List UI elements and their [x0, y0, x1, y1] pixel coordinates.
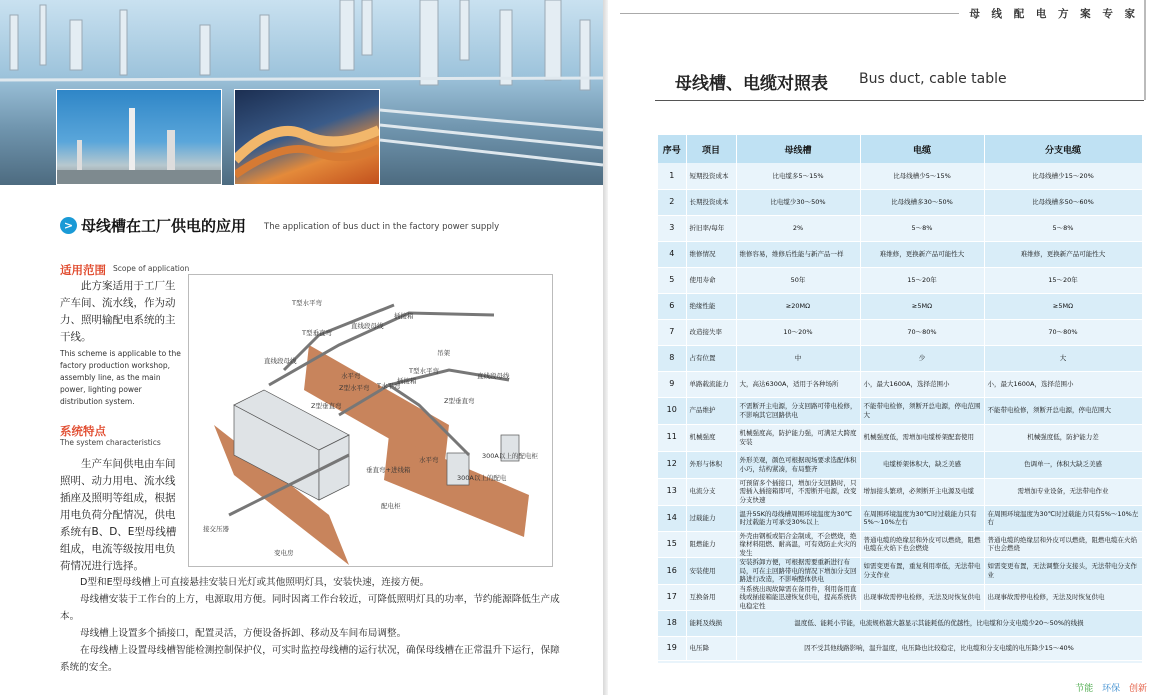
table-cell: 在周围环境温度为30℃时过载能力只有5%～10%左右: [984, 505, 1142, 531]
table-cell: 难维修，更换新产品可能性大: [984, 241, 1142, 267]
scope-heading-en: Scope of application: [113, 264, 190, 273]
features-heading-en: The system characteristics: [60, 438, 161, 447]
table-row: [658, 241, 1142, 267]
table-cell: 折旧率/每年: [686, 215, 736, 241]
label-straight-2: 直线段母线: [264, 357, 297, 365]
label-straight-3: 直线段母线: [477, 372, 510, 380]
table-cell: 大，高达6300A，适用于各种场所: [736, 371, 860, 397]
table-cell: 不能带电检修，须断开总电源，停电范围大: [984, 397, 1142, 424]
table-cell: 电压降: [686, 637, 736, 661]
table-cell: 机械强度低，需增加电缆桥架配套使用: [860, 424, 984, 451]
table-row: [658, 163, 1142, 189]
table-cell: 5～8%: [860, 215, 984, 241]
table-cell: 6: [658, 293, 686, 319]
table-cell: 短期投资成本: [686, 163, 736, 189]
table-cell: 比电缆多5～15%: [736, 163, 860, 189]
table-cell: 4: [658, 241, 686, 267]
table-cell: ≥5MΩ: [984, 293, 1142, 319]
table-cell: 少: [860, 345, 984, 371]
table-cell: 70～80%: [860, 319, 984, 345]
table-cell: 外壳由钢板或铝合金制成，不会燃烧，绝缘材料阻燃、耐高温，可有效防止火灾的发生: [736, 531, 860, 558]
features-heading: 系统特点: [60, 424, 106, 438]
table-row: [658, 345, 1142, 371]
table-header-row: [658, 135, 1142, 163]
table-row: [658, 319, 1142, 345]
table-row: [658, 505, 1142, 531]
label-above-300a-2: 300A以上的配电: [457, 474, 507, 482]
table-cell: 9: [658, 371, 686, 397]
table-cell: 单路载流能力: [686, 371, 736, 397]
table-cell: 占有位置: [686, 345, 736, 371]
table-cell: 10～20%: [736, 319, 860, 345]
table-cell: 增加接头繁琐，必须断开主电源及电缆: [860, 478, 984, 505]
footer-slogan: [1069, 681, 1147, 694]
table-cell: 如需变更布置，重复利用率低，无法带电分支作业: [860, 558, 984, 585]
table-cell: 互换备用: [686, 584, 736, 611]
table-cell: 大: [984, 345, 1142, 371]
table-cell: 外形与体积: [686, 451, 736, 478]
table-cell: 15～20年: [860, 267, 984, 293]
table-row: [658, 611, 1142, 637]
table-row: [658, 478, 1142, 505]
table-cell: 安装使用: [686, 558, 736, 585]
table-cell: 使用寿命: [686, 267, 736, 293]
table-cell: 7: [658, 319, 686, 345]
table-row: [658, 531, 1142, 558]
table-cell: 色调单一，体积大缺乏美感: [984, 451, 1142, 478]
title-rule: [655, 100, 1144, 101]
table-cell: 温升55K的母线槽周围环境温度为30℃时过载能力可承受30%以上: [736, 505, 860, 531]
table-row: [658, 397, 1142, 424]
table-cell: 产品维护: [686, 397, 736, 424]
table-cell: 比母线槽少5～15%: [860, 163, 984, 189]
features-text-cn: 生产车间供电由车间照明、动力用电、流水线插座及照明等组成，根据用电负荷分配情况，供电系统有B、D、E型母线槽组成，电流等级按用电负荷情况进行选择。: [60, 458, 177, 572]
label-dist-cabinet: 配电柜: [381, 502, 401, 510]
section-title: 母线槽在工厂供电的应用: [81, 217, 247, 235]
table-cell: 机械强度: [686, 424, 736, 451]
table-cell: ≥5MΩ: [860, 293, 984, 319]
label-plug-box: 插接箱: [394, 312, 414, 320]
table-row: [658, 558, 1142, 585]
table-cell: 当系统出现故障需在备用件，利用备用直线或插接箱能迅速恢复供电，提高系统供电稳定性: [736, 584, 860, 611]
label-substation: 变电房: [274, 549, 294, 557]
header-tick: [1144, 0, 1146, 100]
application-paragraphs: [60, 574, 565, 676]
table-cell: 18: [658, 611, 686, 637]
table-cell: 阻燃能力: [686, 531, 736, 558]
table-cell: 需增加专业设备，无法带电作业: [984, 478, 1142, 505]
table-cell: 13: [658, 478, 686, 505]
table-row: [658, 637, 1142, 661]
table-cell: 电流分支: [686, 478, 736, 505]
table-cell: 维修容易，维修后性能与新产品一样: [736, 241, 860, 267]
table-subtitle: Bus duct, cable table: [859, 71, 1007, 87]
table-cell: 10: [658, 397, 686, 424]
label-t-horizontal-2: T型水平弯: [409, 367, 439, 375]
table-cell: 小，最大1600A，选择范围小: [984, 371, 1142, 397]
table-cell: 70～80%: [984, 319, 1142, 345]
table-cell: 在周围环境温度为30℃时过载能力只有5%～10%左右: [860, 505, 984, 531]
table-cell: 机械强度高，防护能力强，可满足大跨度安装: [736, 424, 860, 451]
col-header: 电缆: [860, 135, 984, 163]
table-cell: 比电缆少30～50%: [736, 189, 860, 215]
table-cell: 17: [658, 584, 686, 611]
paragraph: 母线槽安装于工作台的上方，电源取用方便。同时因离工作台较近，可降低照明灯具的功率，节约能源降低生产成本。: [60, 594, 560, 622]
table-cell: ≥20MΩ: [736, 293, 860, 319]
label-horizontal-bend-2: 水平弯: [419, 456, 439, 464]
refinery-tower-photo: [56, 89, 222, 185]
table-cell: 比母线槽多30～50%: [860, 189, 984, 215]
table-row: [658, 215, 1142, 241]
table-cell: 15～20年: [984, 267, 1142, 293]
table-cell: 外形美观，颜色可根据现场要求选配体积小巧，结构紧凑，布局整齐: [736, 451, 860, 478]
table-row: [658, 371, 1142, 397]
table-cell: 普通电缆的绝缘层和外皮可以燃烧，阻燃电缆在火焰下也会燃烧: [860, 531, 984, 558]
col-header: 分支电缆: [984, 135, 1142, 163]
table-cell: 不能带电检修，须断开总电源，停电范围大: [860, 397, 984, 424]
table-cell: 出现事故需停电检修，无法及时恢复供电: [984, 584, 1142, 611]
scope-heading: 适用范围: [60, 263, 106, 277]
header-tagline: 母 线 配 电 方 案 专 家: [959, 6, 1139, 21]
table-cell: 中: [736, 345, 860, 371]
installation-schematic: [189, 275, 552, 566]
col-header: 母线槽: [736, 135, 860, 163]
scope-text-en: This scheme is applicable to the factory production workshop, assembly line, as the main power, lighting power distribution system.: [60, 349, 181, 406]
section-arrow-icon: >: [60, 217, 77, 234]
table-cell: 5: [658, 267, 686, 293]
table-cell: 3: [658, 215, 686, 241]
table-cell: 机械强度低，防护能力差: [984, 424, 1142, 451]
table-cell: 19: [658, 637, 686, 661]
table-row: [658, 293, 1142, 319]
table-cell: 绝缘性能: [686, 293, 736, 319]
footer-word: 节能: [1075, 684, 1094, 694]
table-row: [658, 584, 1142, 611]
table-cell: 可预留多个插接口，增加分支回路时，只需插入插接箱即可，不需断开电源，改变分支快速: [736, 478, 860, 505]
table-cell: 过载能力: [686, 505, 736, 531]
label-vertical-incoming: 垂直弯+进线箱: [366, 466, 411, 474]
label-t-horizontal-1: T型水平弯: [292, 299, 322, 307]
table-row: [658, 451, 1142, 478]
label-horizontal-bend-1: 水平弯: [341, 372, 361, 380]
table-cell: 14: [658, 505, 686, 531]
label-above-300a-1: 300A以上的配电柜: [482, 452, 538, 460]
footer-word: 环保: [1102, 684, 1121, 694]
table-cell: 小，最大1600A，选择范围小: [860, 371, 984, 397]
pipeline-sunset-photo: [234, 89, 380, 185]
table-row: [658, 424, 1142, 451]
table-cell: 比母线槽少15～20%: [984, 163, 1142, 189]
table-row: [658, 189, 1142, 215]
table-title: 母线槽、电缆对照表: [675, 74, 828, 94]
table-cell: 不需断开主电源，分支回路可带电检修，不影响其它回路供电: [736, 397, 860, 424]
bus-duct-installation-diagram: [188, 274, 553, 567]
label-z-horizontal: Z型水平弯: [339, 384, 370, 392]
section-subtitle: The application of bus duct in the factory power supply: [264, 222, 500, 232]
comparison-table: [658, 135, 1142, 663]
label-t-horizontal-3: T水平弯: [377, 382, 401, 390]
label-straight-1: 直线段母线: [351, 322, 384, 330]
table-cell: 维修情况: [686, 241, 736, 267]
table-cell: 50年: [736, 267, 860, 293]
table-cell: 难维修，更换新产品可能性大: [860, 241, 984, 267]
footer-word: 创新: [1128, 684, 1147, 694]
table-cell: 如需变更布置，无法调整分支接头，无法带电分支作业: [984, 558, 1142, 585]
table-cell: 因不受其他线路影响，温升温度，电压降也比较稳定，比电缆和分支电缆的电压降少15～40%: [736, 637, 1142, 661]
table-cell: 2%: [736, 215, 860, 241]
table-cell: 温度低、能耗小节能，电流规格越大越显示其能耗低的优越性，比电缆和分支电缆少20～50%的线损: [736, 611, 1142, 637]
table-cell: 16: [658, 558, 686, 585]
table-cell: 普通电缆的绝缘层和外皮可以燃烧，阻燃电缆在火焰下也会燃烧: [984, 531, 1142, 558]
col-header: 项目: [686, 135, 736, 163]
table-cell: 12: [658, 451, 686, 478]
industrial-photo-banner: [0, 0, 603, 185]
paragraph: 母线槽上设置多个插接口，配置灵活，方便设备拆卸、移动及车间布局调整。: [80, 628, 407, 639]
paragraph: 在母线槽上设置母线槽智能检测控制保护仪，可实时监控母线槽的运行状况，确保母线槽在正常温升下运行，保障系统的安全。: [60, 645, 560, 673]
scope-text-cn: 此方案适用于工厂生产车间、流水线，作为动力、照明输配电系统的主干线。: [60, 280, 176, 343]
label-z-vertical: Z型垂直弯: [311, 402, 342, 410]
table-cell: 1: [658, 163, 686, 189]
table-cell: 15: [658, 531, 686, 558]
table-cell: 比母线槽多50～60%: [984, 189, 1142, 215]
table-cell: 电缆桥架体积大，缺乏美感: [860, 451, 984, 478]
label-z-vertical-2: Z型垂直弯: [444, 397, 475, 405]
table-cell: 8: [658, 345, 686, 371]
paragraph: D型和E型母线槽上可直接悬挂安装日光灯或其他照明灯具，安装快速，连接方便。: [80, 577, 430, 588]
table-cell: 5～8%: [984, 215, 1142, 241]
table-cell: 2: [658, 189, 686, 215]
table-cell: 改造接失率: [686, 319, 736, 345]
col-header: 序号: [658, 135, 686, 163]
label-connector: 接交压器: [203, 525, 229, 533]
table-cell: 能耗及线损: [686, 611, 736, 637]
table-cell: 安装拆卸方便，可根据需要重新进行布局，可在主回路带电的情况下增加分支回路进行改造，不影响整体供电: [736, 558, 860, 585]
label-t-vertical: T型垂直弯: [302, 329, 332, 337]
table-cell: 出现事故需停电检修，无法及时恢复供电: [860, 584, 984, 611]
label-plug-box-2: 插接箱: [397, 377, 417, 385]
table-cell: 11: [658, 424, 686, 451]
table-cell: 长期投资成本: [686, 189, 736, 215]
label-hanger: 吊架: [437, 349, 450, 357]
table-row: [658, 267, 1142, 293]
